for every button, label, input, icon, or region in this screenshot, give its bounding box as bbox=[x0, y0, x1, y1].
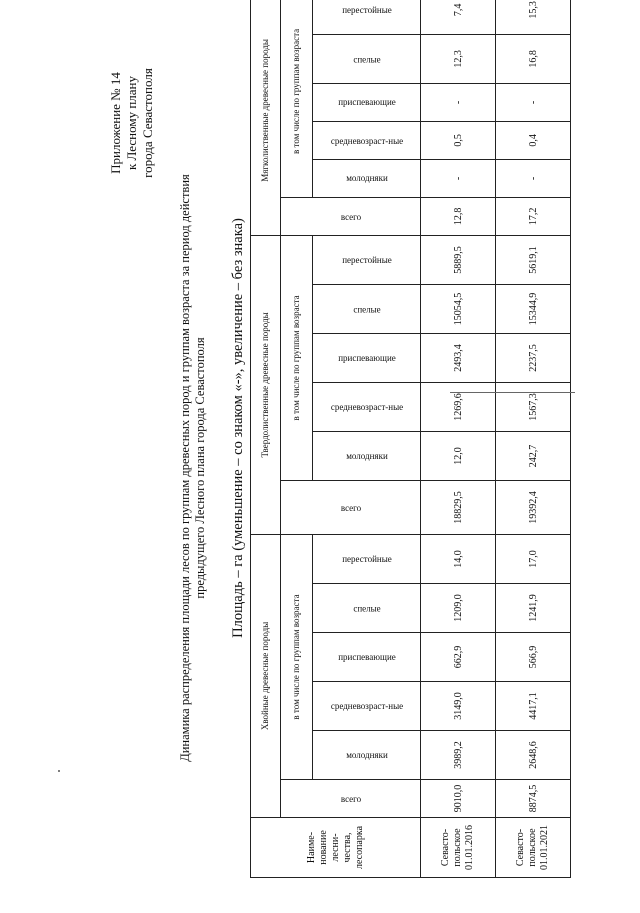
total-header-hardwood bbox=[281, 480, 421, 534]
age-header bbox=[313, 682, 421, 731]
group-header-hardwood: Твердолиственные древесные породы bbox=[251, 235, 281, 534]
appendix-city: города Севастополя bbox=[140, 68, 155, 178]
age-label: приспевающие bbox=[337, 652, 396, 662]
table-cell: - bbox=[496, 83, 571, 121]
document-title bbox=[178, 63, 208, 873]
table-cell: - bbox=[421, 83, 496, 121]
age-header bbox=[313, 382, 421, 431]
age-label: молодняки bbox=[345, 450, 388, 461]
table-cell: 19392,4 bbox=[496, 480, 571, 534]
age-group-header-coniferous: в том числе по группам возраста bbox=[281, 534, 313, 779]
age-label: средневозраст-ные bbox=[330, 135, 403, 146]
table-cell: 662,9 bbox=[421, 633, 496, 682]
table-cell: 14,0 bbox=[421, 534, 496, 583]
age-header bbox=[313, 534, 421, 583]
age-header bbox=[313, 121, 421, 159]
age-label: спелые bbox=[352, 53, 381, 64]
table-row bbox=[496, 0, 571, 878]
total-header-softwood bbox=[281, 197, 421, 235]
table-cell: 3149,0 bbox=[421, 682, 496, 731]
age-header bbox=[313, 83, 421, 121]
table-cell: 12,8 bbox=[421, 197, 496, 235]
header-row-groups bbox=[251, 0, 281, 878]
scan-line-mark bbox=[450, 392, 575, 393]
table-cell: - bbox=[421, 159, 496, 197]
age-label: спелые bbox=[352, 603, 381, 613]
age-label: спелые bbox=[352, 303, 381, 314]
table-cell: 2237,5 bbox=[496, 333, 571, 382]
row-name: Севасто-польское 01.01.2021 bbox=[496, 818, 571, 878]
scan-speck bbox=[58, 770, 60, 772]
table-cell: 17,2 bbox=[496, 197, 571, 235]
table-cell: 3989,2 bbox=[421, 731, 496, 780]
age-header bbox=[313, 731, 421, 780]
table-cell: 5889,5 bbox=[421, 235, 496, 284]
title-line-1: Динамика распределения площади лесов по группам древесных пород и группам возраста за период действия bbox=[178, 174, 192, 762]
total-label: всего bbox=[340, 502, 361, 513]
age-label: средневозраст-ные bbox=[330, 401, 403, 412]
units-note: Площадь – га (уменьшение – со знаком «-», увеличение – без знака) bbox=[230, 218, 246, 638]
appendix-number: Приложение № 14 bbox=[108, 72, 123, 174]
table-cell: 12,0 bbox=[421, 431, 496, 480]
age-label: перестойные bbox=[341, 254, 392, 265]
appendix-caption bbox=[108, 48, 156, 198]
age-header bbox=[313, 34, 421, 83]
age-header bbox=[313, 0, 421, 34]
age-label: средневозраст-ные bbox=[330, 701, 403, 711]
table-cell: 15054,5 bbox=[421, 284, 496, 333]
table-cell: 5619,1 bbox=[496, 235, 571, 284]
total-header-coniferous bbox=[281, 780, 421, 818]
group-header-softwood: Мягколиственные древесные породы bbox=[251, 0, 281, 235]
table-cell: 7,4 bbox=[421, 0, 496, 34]
table-cell: 9010,0 bbox=[421, 780, 496, 818]
table-cell: 0,4 bbox=[496, 121, 571, 159]
title-line-2: предыдущего Лесного плана города Севастополя bbox=[193, 337, 207, 599]
row-name: Севасто-польское 01.01.2016 bbox=[421, 818, 496, 878]
table-cell: 2493,4 bbox=[421, 333, 496, 382]
table-cell: 2648,6 bbox=[496, 731, 571, 780]
age-group-header-softwood: в том числе по группам возраста bbox=[281, 0, 313, 197]
total-label: всего bbox=[340, 793, 361, 804]
table-cell: 242,7 bbox=[496, 431, 571, 480]
table-cell: 15344,9 bbox=[496, 284, 571, 333]
table-cell: 15,3 bbox=[496, 0, 571, 34]
table-cell: 18829,5 bbox=[421, 480, 496, 534]
age-header bbox=[313, 235, 421, 284]
age-header bbox=[313, 584, 421, 633]
age-label: перестойные bbox=[341, 553, 392, 564]
age-header bbox=[313, 284, 421, 333]
table-cell: 1209,0 bbox=[421, 584, 496, 633]
table-cell: 17,0 bbox=[496, 534, 571, 583]
age-header bbox=[313, 633, 421, 682]
age-label: приспевающие bbox=[337, 97, 396, 108]
header-row-subgroups bbox=[281, 0, 313, 878]
group-header-coniferous: Хвойные древесные породы bbox=[251, 534, 281, 817]
age-label: приспевающие bbox=[337, 352, 396, 363]
forest-area-table bbox=[250, 0, 571, 878]
table-cell: - bbox=[496, 159, 571, 197]
age-group-header-hardwood: в том числе по группам возраста bbox=[281, 235, 313, 480]
table-row bbox=[421, 0, 496, 878]
table-cell: 566,9 bbox=[496, 633, 571, 682]
table-cell: 16,8 bbox=[496, 34, 571, 83]
age-header bbox=[313, 333, 421, 382]
table-cell: 8874,5 bbox=[496, 780, 571, 818]
table-cell: 1269,6 bbox=[421, 382, 496, 431]
table-cell: 0,5 bbox=[421, 121, 496, 159]
table-cell: 1241,9 bbox=[496, 584, 571, 633]
age-label: молодняки bbox=[345, 173, 388, 184]
appendix-reference: к Лесному плану bbox=[124, 76, 139, 171]
age-header bbox=[313, 159, 421, 197]
total-label: всего bbox=[340, 211, 361, 222]
age-label: перестойные bbox=[341, 4, 392, 15]
age-label: молодняки bbox=[345, 750, 388, 761]
table-cell: 1567,3 bbox=[496, 382, 571, 431]
name-column-header: Наиме-нование лесни-чества, лесопарка bbox=[251, 818, 421, 878]
table-cell: 4417,1 bbox=[496, 682, 571, 731]
age-header bbox=[313, 431, 421, 480]
table-cell: 12,3 bbox=[421, 34, 496, 83]
header-row-ages bbox=[313, 0, 421, 878]
